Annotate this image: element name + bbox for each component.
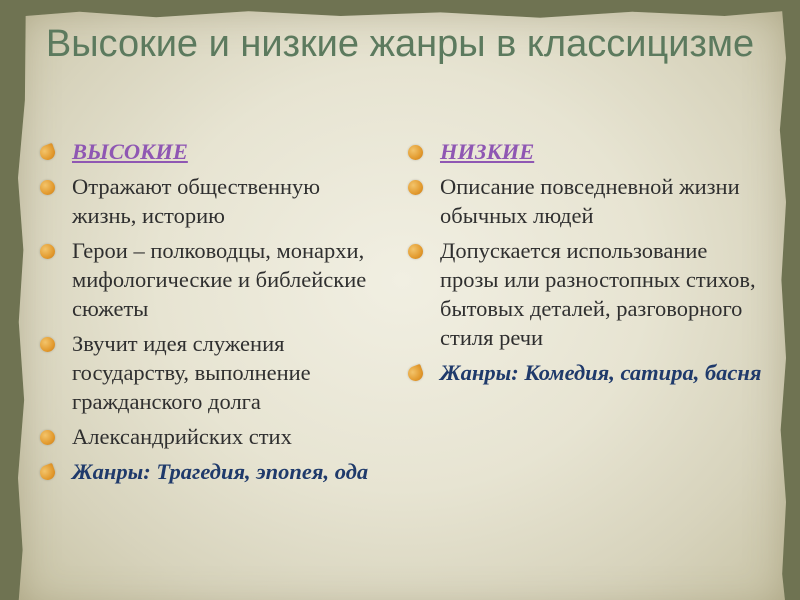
genres-item: [408, 358, 768, 387]
list-item-text: Александрийских стих: [72, 424, 292, 449]
list-item-text: Герои – полководцы, монархи, мифологические и библейские сюжеты: [72, 238, 367, 321]
bullet-icon: [40, 337, 55, 352]
bullet-icon: [40, 430, 55, 445]
list-item-text: Описание повседневной жизни обычных людей: [440, 174, 740, 228]
list-item-text: Отражают общественную жизнь, историю: [72, 174, 321, 228]
low-genres-column: [408, 137, 768, 393]
list-item: [40, 329, 370, 416]
slide-title: Высокие и низкие жанры в классицизме: [45, 23, 755, 65]
genres-text: Жанры: Комедия, сатира, басня: [440, 360, 762, 385]
list-item: [40, 172, 370, 230]
list-item: [408, 236, 768, 352]
list-item: [40, 422, 370, 451]
genres-text: Жанры: Трагедия, эпопея, ода: [72, 459, 369, 484]
high-genres-heading: [40, 137, 370, 166]
high-genres-column: [40, 137, 370, 492]
bullet-icon: [408, 244, 423, 259]
bullet-icon: [408, 145, 423, 160]
bullet-icon: [406, 364, 425, 383]
list-item-text: Звучит идея служения государству, выполнение гражданского долга: [72, 331, 311, 414]
low-genres-heading: [408, 137, 768, 166]
bullet-icon: [40, 244, 55, 259]
list-item-text: Допускается использование прозы или разностопных стихов, бытовых деталей, разговорного стиля речи: [440, 238, 756, 350]
bullet-icon: [408, 180, 423, 195]
list-item: [40, 236, 370, 323]
bullet-icon: [40, 180, 55, 195]
genres-item: [40, 457, 370, 486]
list-item: [408, 172, 768, 230]
heading-label: НИЗКИЕ: [440, 139, 535, 164]
bullet-icon: [38, 143, 57, 162]
heading-label: ВЫСОКИЕ: [72, 139, 188, 164]
bullet-icon: [38, 463, 57, 482]
